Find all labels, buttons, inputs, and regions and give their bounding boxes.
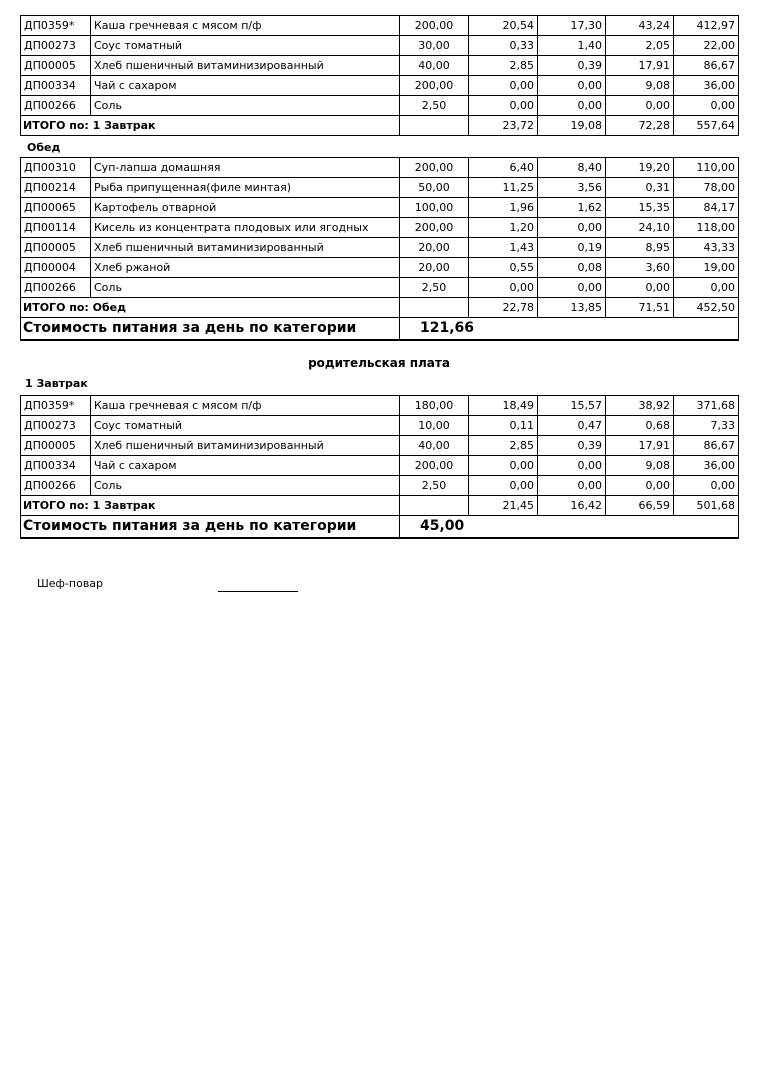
- item-qty: 180,00: [400, 396, 469, 416]
- item-name: Чай с сахаром: [91, 456, 400, 476]
- item-val1: 18,49: [469, 396, 538, 416]
- item-name: Суп-лапша домашняя: [91, 158, 400, 178]
- item-val4: 0,00: [674, 476, 739, 496]
- item-val1: 0,00: [469, 278, 538, 298]
- item-val3: 24,10: [606, 218, 674, 238]
- total-qty-empty: [400, 298, 469, 318]
- table-row: [21, 96, 739, 116]
- item-name: Кисель из концентрата плодовых или ягодных: [91, 218, 400, 238]
- item-val1: 20,54: [469, 16, 538, 36]
- item-val2: 0,19: [538, 238, 606, 258]
- item-val4: 0,00: [674, 96, 739, 116]
- item-val3: 0,31: [606, 178, 674, 198]
- item-name: Соус томатный: [91, 36, 400, 56]
- item-code: ДП0359*: [21, 16, 91, 36]
- item-code: ДП00266: [21, 476, 91, 496]
- item-val2: 0,00: [538, 76, 606, 96]
- item-val2: 0,00: [538, 456, 606, 476]
- item-name: Соль: [91, 96, 400, 116]
- item-val1: 0,00: [469, 476, 538, 496]
- item-qty: 50,00: [400, 178, 469, 198]
- item-val4: 43,33: [674, 238, 739, 258]
- day-total-label: Стоимость питания за день по категории: [21, 516, 400, 539]
- table-row: [21, 198, 739, 218]
- item-val3: 17,91: [606, 56, 674, 76]
- item-val4: 110,00: [674, 158, 739, 178]
- item-val1: 0,33: [469, 36, 538, 56]
- chef-signatory-label: Шеф-повар: [37, 577, 104, 590]
- table-row: [21, 396, 739, 416]
- day-total-value: 45,00: [400, 516, 739, 539]
- item-qty: 2,50: [400, 476, 469, 496]
- item-val1: 0,00: [469, 456, 538, 476]
- item-val4: 7,33: [674, 416, 739, 436]
- item-code: ДП00273: [21, 416, 91, 436]
- item-name: Соль: [91, 278, 400, 298]
- item-val2: 0,00: [538, 278, 606, 298]
- item-qty: 40,00: [400, 436, 469, 456]
- item-val4: 118,00: [674, 218, 739, 238]
- breakfast-table: [20, 15, 739, 136]
- total-qty-empty: [400, 496, 469, 516]
- total-row: [21, 116, 739, 136]
- item-name: Хлеб пшеничный витаминизированный: [91, 238, 400, 258]
- table-row: [21, 258, 739, 278]
- total-val3: 72,28: [606, 116, 674, 136]
- total-val3: 71,51: [606, 298, 674, 318]
- item-val1: 1,20: [469, 218, 538, 238]
- item-val2: 0,08: [538, 258, 606, 278]
- section-header-breakfast-parent: 1 Завтрак: [25, 377, 88, 390]
- item-val3: 43,24: [606, 16, 674, 36]
- item-qty: 200,00: [400, 76, 469, 96]
- item-name: Рыба припущенная(филе минтая): [91, 178, 400, 198]
- item-val2: 1,40: [538, 36, 606, 56]
- item-val3: 9,08: [606, 76, 674, 96]
- item-val2: 3,56: [538, 178, 606, 198]
- signature-line: [218, 578, 298, 592]
- table-row: [21, 158, 739, 178]
- item-val1: 6,40: [469, 158, 538, 178]
- item-code: ДП00114: [21, 218, 91, 238]
- item-qty: 200,00: [400, 158, 469, 178]
- total-label: ИТОГО по: 1 Завтрак: [21, 116, 400, 136]
- item-val2: 15,57: [538, 396, 606, 416]
- item-val4: 86,67: [674, 56, 739, 76]
- item-qty: 40,00: [400, 56, 469, 76]
- day-total-value: 121,66: [400, 318, 739, 341]
- item-val2: 0,00: [538, 476, 606, 496]
- item-val3: 8,95: [606, 238, 674, 258]
- item-val4: 371,68: [674, 396, 739, 416]
- item-val3: 0,00: [606, 278, 674, 298]
- item-name: Соус томатный: [91, 416, 400, 436]
- item-code: ДП00005: [21, 238, 91, 258]
- item-val1: 0,00: [469, 96, 538, 116]
- item-qty: 2,50: [400, 278, 469, 298]
- table-row: [21, 218, 739, 238]
- total-qty-empty: [400, 116, 469, 136]
- item-code: ДП00266: [21, 278, 91, 298]
- item-val1: 1,43: [469, 238, 538, 258]
- item-val3: 17,91: [606, 436, 674, 456]
- item-val2: 0,00: [538, 96, 606, 116]
- item-code: ДП00310: [21, 158, 91, 178]
- total-row: [21, 496, 739, 516]
- table-row: [21, 238, 739, 258]
- total-label: ИТОГО по: 1 Завтрак: [21, 496, 400, 516]
- item-val4: 0,00: [674, 278, 739, 298]
- item-code: ДП00005: [21, 436, 91, 456]
- item-val3: 38,92: [606, 396, 674, 416]
- item-val4: 19,00: [674, 258, 739, 278]
- item-val1: 0,11: [469, 416, 538, 436]
- item-val1: 2,85: [469, 56, 538, 76]
- item-val3: 0,00: [606, 96, 674, 116]
- total-val3: 66,59: [606, 496, 674, 516]
- item-val1: 2,85: [469, 436, 538, 456]
- item-name: Каша гречневая с мясом п/ф: [91, 396, 400, 416]
- item-val2: 0,39: [538, 56, 606, 76]
- day-total-row: [21, 318, 739, 341]
- item-val1: 0,00: [469, 76, 538, 96]
- item-val2: 0,39: [538, 436, 606, 456]
- category-header-parent-fee: родительская плата: [308, 356, 450, 370]
- item-name: Соль: [91, 476, 400, 496]
- total-label: ИТОГО по: Обед: [21, 298, 400, 318]
- item-code: ДП00334: [21, 76, 91, 96]
- total-val2: 19,08: [538, 116, 606, 136]
- item-code: ДП00004: [21, 258, 91, 278]
- item-val2: 0,47: [538, 416, 606, 436]
- item-val3: 9,08: [606, 456, 674, 476]
- item-val4: 36,00: [674, 456, 739, 476]
- total-val4: 557,64: [674, 116, 739, 136]
- item-name: Хлеб пшеничный витаминизированный: [91, 436, 400, 456]
- table-row: [21, 278, 739, 298]
- item-val3: 19,20: [606, 158, 674, 178]
- total-val4: 452,50: [674, 298, 739, 318]
- item-val3: 2,05: [606, 36, 674, 56]
- total-val1: 22,78: [469, 298, 538, 318]
- item-val3: 15,35: [606, 198, 674, 218]
- item-code: ДП00273: [21, 36, 91, 56]
- table-row: [21, 416, 739, 436]
- item-val4: 22,00: [674, 36, 739, 56]
- item-name: Картофель отварной: [91, 198, 400, 218]
- item-val2: 8,40: [538, 158, 606, 178]
- item-qty: 30,00: [400, 36, 469, 56]
- item-code: ДП00266: [21, 96, 91, 116]
- item-qty: 20,00: [400, 238, 469, 258]
- table-row: [21, 76, 739, 96]
- total-val1: 23,72: [469, 116, 538, 136]
- parent-fee-breakfast-table: [20, 395, 739, 539]
- table-row: [21, 16, 739, 36]
- item-qty: 20,00: [400, 258, 469, 278]
- item-val2: 0,00: [538, 218, 606, 238]
- item-name: Хлеб пшеничный витаминизированный: [91, 56, 400, 76]
- item-qty: 200,00: [400, 218, 469, 238]
- item-val3: 3,60: [606, 258, 674, 278]
- table-row: [21, 436, 739, 456]
- item-val4: 36,00: [674, 76, 739, 96]
- table-row: [21, 476, 739, 496]
- item-val3: 0,68: [606, 416, 674, 436]
- item-qty: 200,00: [400, 456, 469, 476]
- total-val2: 16,42: [538, 496, 606, 516]
- table-row: [21, 456, 739, 476]
- item-name: Чай с сахаром: [91, 76, 400, 96]
- item-val1: 0,55: [469, 258, 538, 278]
- table-row: [21, 56, 739, 76]
- item-code: ДП00214: [21, 178, 91, 198]
- item-code: ДП00334: [21, 456, 91, 476]
- item-val4: 84,17: [674, 198, 739, 218]
- item-name: Каша гречневая с мясом п/ф: [91, 16, 400, 36]
- day-total-row: [21, 516, 739, 539]
- total-val4: 501,68: [674, 496, 739, 516]
- item-val4: 86,67: [674, 436, 739, 456]
- item-code: ДП00005: [21, 56, 91, 76]
- total-val2: 13,85: [538, 298, 606, 318]
- lunch-table: [20, 157, 739, 341]
- item-val3: 0,00: [606, 476, 674, 496]
- item-qty: 200,00: [400, 16, 469, 36]
- item-code: ДП0359*: [21, 396, 91, 416]
- total-row: [21, 298, 739, 318]
- item-qty: 100,00: [400, 198, 469, 218]
- table-row: [21, 36, 739, 56]
- item-val4: 78,00: [674, 178, 739, 198]
- item-val2: 1,62: [538, 198, 606, 218]
- item-val4: 412,97: [674, 16, 739, 36]
- item-val1: 1,96: [469, 198, 538, 218]
- item-val2: 17,30: [538, 16, 606, 36]
- section-header-lunch: Обед: [27, 141, 61, 154]
- item-qty: 10,00: [400, 416, 469, 436]
- table-row: [21, 178, 739, 198]
- item-val1: 11,25: [469, 178, 538, 198]
- item-qty: 2,50: [400, 96, 469, 116]
- item-code: ДП00065: [21, 198, 91, 218]
- item-name: Хлеб ржаной: [91, 258, 400, 278]
- total-val1: 21,45: [469, 496, 538, 516]
- day-total-label: Стоимость питания за день по категории: [21, 318, 400, 341]
